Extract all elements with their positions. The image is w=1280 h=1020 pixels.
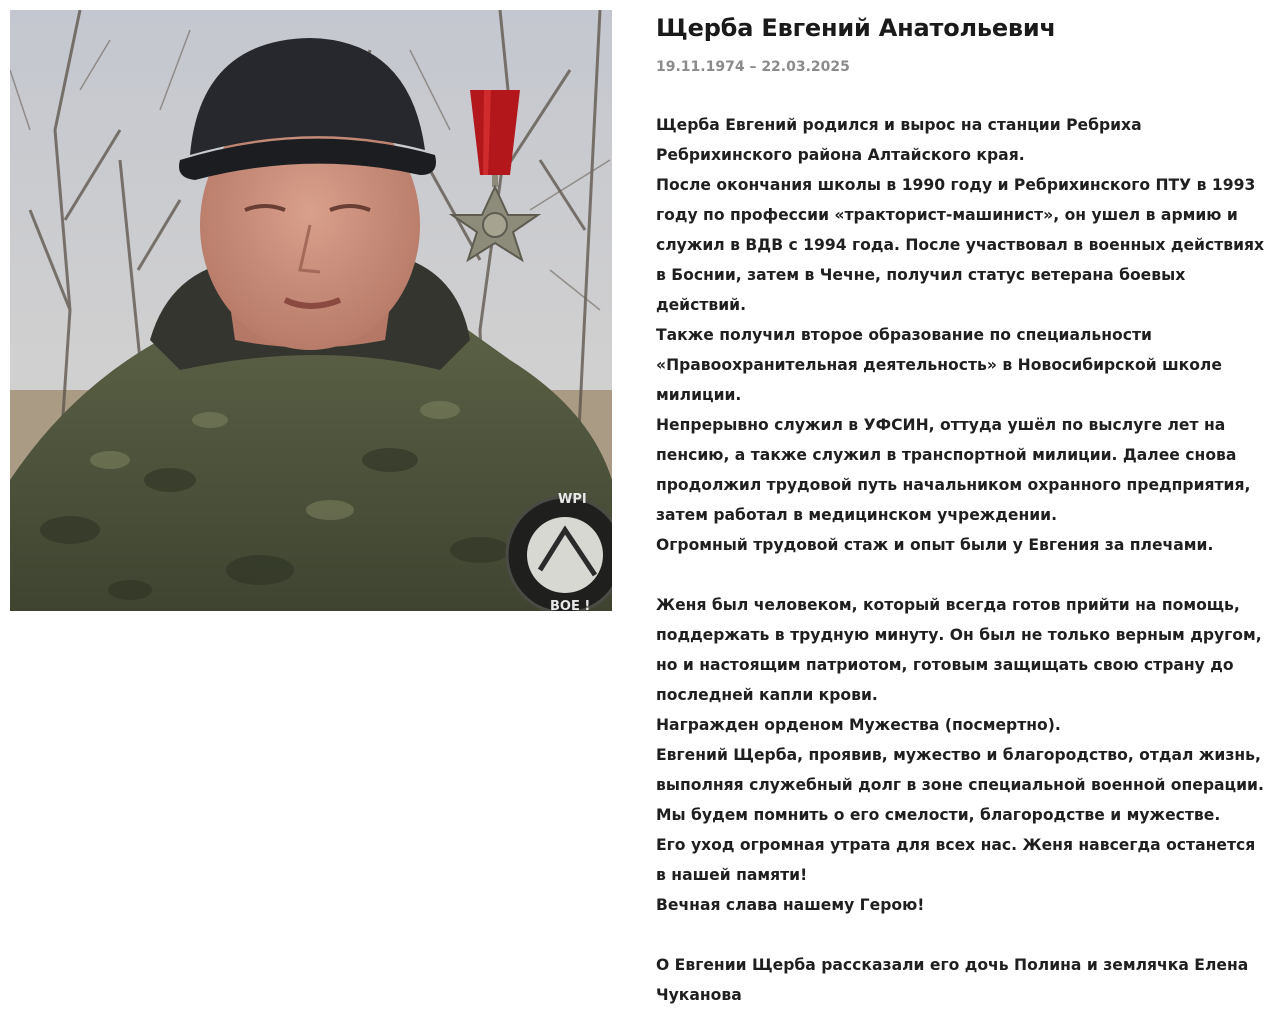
biography-section-3 bbox=[656, 950, 1266, 1010]
paragraph: Мы будем помнить о его смелости, благородстве и мужестве. bbox=[656, 806, 1221, 824]
paragraph: После окончания школы в 1990 году и Ребрихинского ПТУ в 1993 году по профессии «тракторист-машинист», он ушел в армию и служил в ВДВ с 1994 года. После участвовал в военных действиях в Боснии, затем в Чечне, получил статус ветерана боевых действий. bbox=[656, 176, 1265, 314]
biography-section-1 bbox=[656, 110, 1266, 560]
section-spacer bbox=[656, 560, 1266, 590]
patch-text-bottom: ВОЕ ! bbox=[550, 599, 591, 611]
paragraph: Огромный трудовой стаж и опыт были у Евгения за плечами. bbox=[656, 536, 1214, 554]
paragraph: О Евгении Щерба рассказали его дочь Полина и землячка Елена Чуканова bbox=[656, 956, 1249, 1004]
portrait-photo bbox=[10, 10, 612, 611]
section-spacer bbox=[656, 920, 1266, 950]
paragraph: Евгений Щерба, проявив, мужество и благородство, отдал жизнь, выполняя служебный долг в зоне специальной военной операции. bbox=[656, 746, 1264, 794]
paragraph: Непрерывно служил в УФСИН, оттуда ушёл по выслуге лет на пенсию, а также служил в транспортной милиции. Далее снова продолжил трудовой путь начальником охранного предприятия, затем работал в медицинском учреждении. bbox=[656, 416, 1251, 524]
paragraph: Щерба Евгений родился и вырос на станции Ребриха Ребрихинского района Алтайского края. bbox=[656, 116, 1142, 164]
biography bbox=[656, 110, 1266, 1010]
person-name: Щерба Евгений Анатольевич bbox=[656, 14, 1056, 42]
paragraph: Его уход огромная утрата для всех нас. Женя навсегда останется в нашей памяти! bbox=[656, 836, 1256, 884]
paragraph: Вечная слава нашему Герою! bbox=[656, 896, 925, 914]
memorial-text-column bbox=[656, 12, 1266, 1010]
paragraph: Награжден орденом Мужества (посмертно). bbox=[656, 716, 1061, 734]
paragraph: Также получил второе образование по специальности «Правоохранительная деятельность» в Новосибирской школе милиции. bbox=[656, 326, 1222, 404]
patch-text-top: WPI bbox=[558, 492, 587, 507]
biography-section-2 bbox=[656, 590, 1266, 920]
paragraph: Женя был человеком, который всегда готов прийти на помощь, поддержать в трудную минуту. Он был не только верным другом, но и настоящим патриотом, готовым защищать свою страну до последней капли крови. bbox=[656, 596, 1262, 704]
life-dates: 19.11.1974 – 22.03.2025 bbox=[656, 59, 850, 75]
